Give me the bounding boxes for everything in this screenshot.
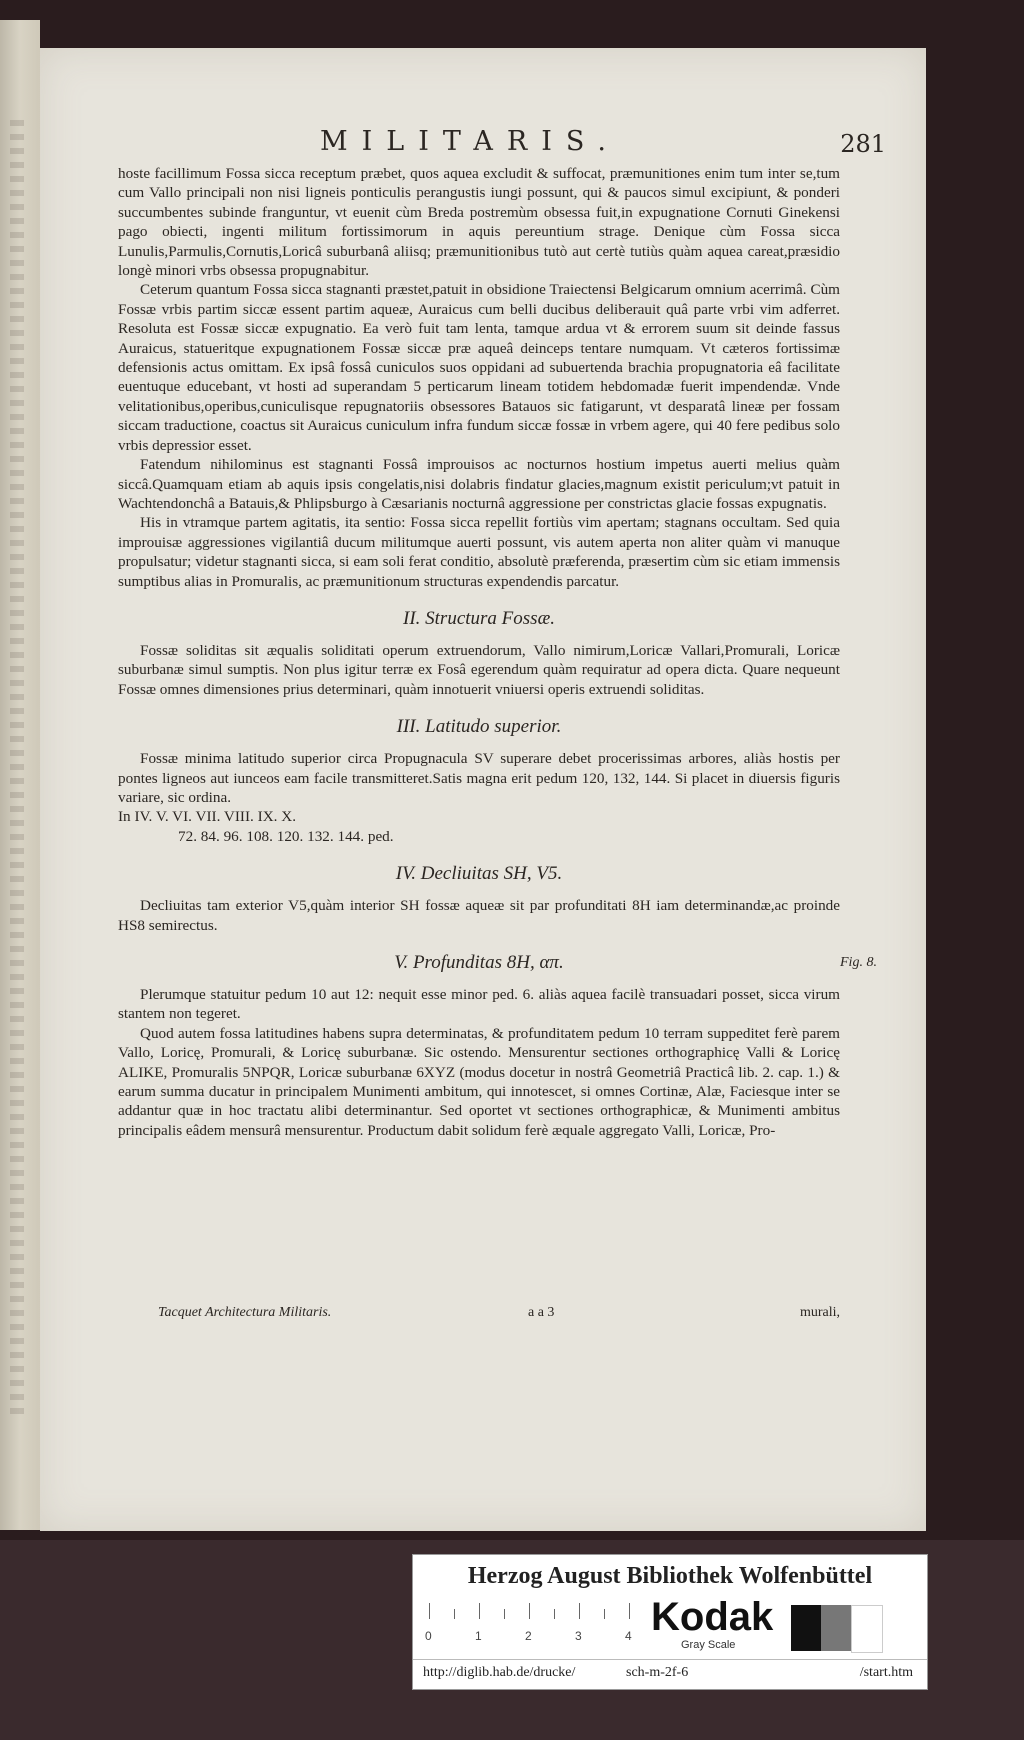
- ruler-number: 2: [525, 1629, 532, 1643]
- paragraph: Ceterum quantum Fossa sicca stagnanti præstet,patuit in obsidione Traiectensi Belgicarum omnium acerrimâ. Cùm Fossæ vrbis partim siccæ essent partim aqueæ, Auraicus cum belli ducibus deliberauit quâ parte vrbi vim adferret. Resoluta est Fossæ siccæ expugnatio. Ea verò fuit tam lenta, tamque ardua vt & errorem suum sit deinde fassus Auraicus, statueritque expugnationem Fossæ siccæ præ aqueâ deinceps tentare numquam. Vt cæteros fortissimæ defensionis actus omittam. Ex ipsâ fossâ cuniculos suos oppidani ad subuertenda brachia propugnatoria eâ facilitate euentuque educebant, vt hosti ad superandam 5 perticarum lineam totidem hebdomadæ fuerit impendendæ. Vnde velitationibus,operibus,cuniculisque repugnatoriis obsessores Batauos sic fatigarunt, vt desparatâ lineæ per fossam siccam traductione, coactus sit Auraicus cuniculum infra fundum siccæ fossæ in vrbem agere, qui 40 fere pedibus solo vrbis depressior esset.: [118, 281, 840, 454]
- url-id: sch-m-2f-6: [626, 1665, 689, 1680]
- url-base: http://diglib.hab.de/drucke/: [423, 1665, 576, 1680]
- section-heading: III. Latitudo superior.: [396, 716, 562, 738]
- gray-swatch-black: [791, 1605, 821, 1651]
- section-heading: IV. Decliuitas SH, V5.: [395, 863, 563, 885]
- page-header: [40, 126, 926, 166]
- library-color-card: [412, 1554, 928, 1690]
- page-body: [118, 164, 840, 1140]
- dimension-table-header: In IV. V. VI. VII. VIII. IX. X.: [118, 808, 297, 826]
- card-divider: [413, 1659, 927, 1660]
- paragraph: Quod autem fossa latitudines habens supra determinatas, & profunditatem pedum 10 terram suppeditet ferè parem Vallo, Loricę, Promurali, & Loricę suburbanæ. Sic ostendo. Mensurentur sectiones orthographicę Valli & Loricę ALIKE, Promuralis 5NPQR, Loricæ suburbanæ 6XYZ (modus docetur in nostrâ Geometriâ Practicâ lib. 2. cap. 1.) & earum summa ducatur in principalem Munimenti ambitum, qui innotescet, si omnes Cortinæ, Alæ, Faciesque inter se addantur quæ in hoc tractatu alibi determinantur. Sed oportet vt sectiones orthographicæ, & Munimenti ambitus principalis eâdem mensurâ mensurentur. Productum dabit solidum ferè æquale aggregato Valli, Loricæ, Pro-: [118, 1024, 840, 1139]
- dimension-table-values: 72. 84. 96. 108. 120. 132. 144. ped.: [178, 827, 394, 845]
- section-heading: V. Profunditas 8H, απ.: [394, 952, 564, 973]
- page-footer: [118, 1305, 840, 1327]
- footer-author: Tacquet Architectura Militaris.: [158, 1305, 332, 1320]
- signature-mark: a a 3: [528, 1305, 555, 1320]
- paragraph: His in vtramque partem agitatis, ita sentio: Fossa sicca repellit fortiùs vim apertam; stagnans occultam. Sed quia improuisæ aggressiones vigilantiâ ducum militumque auerti possunt, vis autem aperta non aliter quàm vi manuque propulsatur; videtur stagnanti sicca, si eam soli ferat conditio, absolutè præferenda, præsertim cùm sic etiam immensis sumptibus alias in Promuralis, ac præmunitionum structuras expendendis parcatur.: [118, 514, 840, 590]
- ruler-tick: [479, 1603, 480, 1619]
- gray-swatch-mid: [821, 1605, 851, 1651]
- facing-page-edge: [0, 20, 40, 1530]
- paragraph: hoste facillimum Fossa sicca receptum præbet, quos aquea excludit & suffocat, præmunitiones enim tum inter se,tum cum Vallo principali non nisi ligneis ponticulis perangustis iungi possunt, qui & paucos simul excipiunt, & ponderi succumbentes subinde franguntur, vt euenit cùm Breda postremùm obsessa fuit,in expugnatione Cornuti Ginekensi pago obiecti, ingenti militum fortissimorum in aquis pereuntium strage. Denique cùm Fossa sicca Lunulis,Parmulis,Cornutis,Loricâ suburbanâ aliisq; præmunitionibus tutò aut certè tutiùs quàm aquea careat,præsidio longè minori vrbs obsessa propugnabitur.: [118, 165, 840, 280]
- kodak-logo: Kodak: [651, 1595, 774, 1639]
- paragraph: Fossæ minima latitudo superior circa Propugnacula SV superare debet procerissimas arbores, aliàs hostis per pontes ligneos aut iunceos eam facile transmitteret.Satis magna erit pedum 120, 132, 144. Si placet in diuersis figuris variare, sic ordina.: [118, 750, 840, 806]
- ruler-number: 4: [625, 1629, 632, 1643]
- ruler-tick: [454, 1609, 455, 1619]
- ruler-tick: [604, 1609, 605, 1619]
- page-number: 281: [840, 130, 886, 158]
- ruler-tick: [529, 1603, 530, 1619]
- ruler-number: 3: [575, 1629, 582, 1643]
- gray-scale-label: Gray Scale: [681, 1639, 736, 1651]
- facing-page-bleed-through: [10, 120, 24, 1420]
- ruler-tick: [504, 1609, 505, 1619]
- paragraph: Decliuitas tam exterior V5,quàm interior SH fossæ aqueæ sit par profunditati 8H iam determinandæ,ac proinde HS8 semirectus.: [118, 897, 840, 934]
- book-page: [40, 48, 926, 1531]
- library-title: Herzog August Bibliothek Wolfenbüttel: [467, 1563, 873, 1589]
- paragraph: Fossæ soliditas sit æqualis soliditati operum extruendorum, Vallo nimirum,Loricæ Vallari,Promurali, Loricæ suburbanæ simul sumptis. Non plus igitur terræ ex Fosâ egerendum quàm requiratur ad opera dicta. Quare nequeunt Fossæ omnes dimensiones prius determinari, quàm innotuerit vniuersi operis extruendi soliditas.: [118, 641, 840, 698]
- ruler-number: 0: [425, 1629, 432, 1643]
- margin-note: Fig. 8.: [840, 955, 877, 970]
- ruler-tick: [554, 1609, 555, 1619]
- ruler-tick: [429, 1603, 430, 1619]
- ruler-tick: [579, 1603, 580, 1619]
- running-title: MILITARIS.: [319, 126, 621, 157]
- paragraph: Fatendum nihilominus est stagnanti Fossâ improuisos ac nocturnos hostium impetus auerti melius quàm siccâ.Quamquam etiam ab aquis ipsis congelatis,nisi dolabris findatur glacies,magnum existit periculum;vt patuit in Wachtendonchâ a Batauis,& Phlipsburgo à Cæsarianis nocturnâ aggressione per constrictas glacie fossas expugnatis.: [118, 456, 840, 512]
- section-heading: II. Structura Fossæ.: [403, 607, 555, 629]
- paragraph: Plerumque statuitur pedum 10 aut 12: nequit esse minor ped. 6. aliàs aquea facilè transuadari posset, sicca virum stantem non tegeret.: [118, 986, 840, 1023]
- ruler-number: 1: [475, 1629, 482, 1643]
- url-end: /start.htm: [859, 1665, 913, 1680]
- ruler-tick: [629, 1603, 630, 1619]
- catchword: murali,: [799, 1305, 840, 1320]
- gray-swatch-white: [851, 1605, 883, 1653]
